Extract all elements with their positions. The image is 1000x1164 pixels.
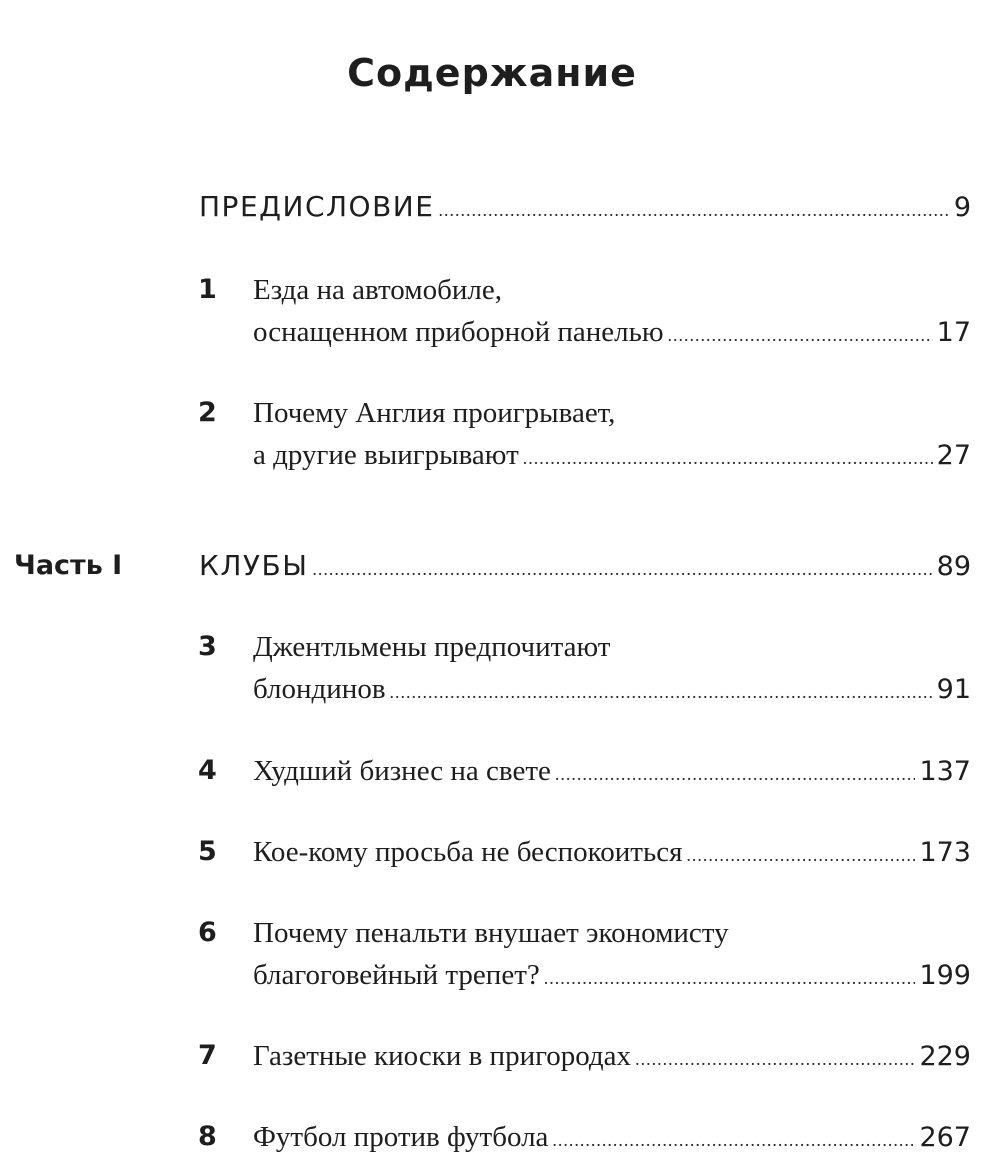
entry-title: Почему пенальти внушает экономисту: [253, 917, 729, 949]
entry-title-line: [253, 311, 971, 353]
toc-chapter-entry: [0, 912, 1000, 996]
entry-title: Газетные киоски в пригородах: [253, 1040, 632, 1072]
entry-title: ПРЕДИСЛОВИЕ: [199, 190, 435, 223]
entry-title: Езда на автомобиле,: [253, 274, 502, 306]
dot-leader: [390, 671, 933, 713]
entry-title: блондинов: [253, 673, 386, 705]
toc-chapter-entry: [0, 626, 1000, 710]
chapter-number: 6: [198, 917, 217, 948]
entry-title-line: [253, 1116, 971, 1158]
chapter-number: 4: [198, 755, 217, 786]
toc-chapter-entry: [0, 831, 1000, 873]
page-number: 27: [936, 440, 971, 471]
chapter-number: 5: [198, 836, 217, 867]
entry-title: оснащенном приборной панелью: [253, 316, 664, 348]
entry-title: Почему Англия проигрывает,: [253, 397, 616, 429]
toc-chapter-entry: [0, 1035, 1000, 1077]
dot-leader: [686, 834, 915, 876]
entry-title-line: [253, 434, 971, 476]
entry-title-line: [253, 831, 971, 873]
entry-title: Футбол против футбола: [253, 1121, 549, 1153]
entry-title: благоговейный трепет?: [253, 959, 540, 991]
entry-title-line: [199, 545, 971, 587]
chapter-number: 8: [198, 1121, 217, 1152]
entry-title-line: [199, 186, 971, 228]
page-number: 91: [936, 674, 971, 705]
page-number: 199: [919, 960, 971, 991]
dot-leader: [544, 957, 916, 999]
page-number: 89: [936, 551, 971, 582]
toc-chapter-entry: [0, 392, 1000, 476]
dot-leader: [523, 437, 933, 479]
page-number: 137: [919, 756, 971, 787]
dot-leader: [438, 189, 949, 231]
entry-title-line: [253, 954, 971, 996]
toc-section-entry: [0, 545, 1000, 587]
page-title: Содержание: [347, 51, 637, 96]
entry-title-line: [253, 392, 971, 434]
entry-title-line: [253, 912, 971, 954]
entry-title: Худший бизнес на свете: [253, 755, 551, 787]
toc-chapter-entry: [0, 750, 1000, 792]
page-number: 267: [919, 1122, 971, 1153]
dot-leader: [552, 1119, 915, 1161]
toc-section-entry: [0, 186, 1000, 228]
entry-title: Кое-кому просьба не беспокоиться: [253, 836, 683, 868]
toc-chapter-entry: [0, 269, 1000, 353]
entry-title: КЛУБЫ: [199, 549, 309, 582]
entry-title: а другие выигрывают: [253, 439, 519, 471]
dot-leader: [635, 1038, 915, 1080]
entry-title-line: [253, 269, 971, 311]
entry-title-line: [253, 1035, 971, 1077]
chapter-number: 3: [198, 631, 217, 662]
dot-leader: [668, 314, 933, 356]
page-number: 9: [953, 192, 971, 223]
dot-leader: [312, 548, 932, 590]
toc-chapter-entry: [0, 1116, 1000, 1158]
entry-title-line: [253, 668, 971, 710]
page-number: 17: [936, 317, 971, 348]
entry-title-line: [253, 626, 971, 668]
page-number: 229: [919, 1041, 971, 1072]
entry-title-line: [253, 750, 971, 792]
part-label: Часть I: [14, 550, 123, 581]
chapter-number: 1: [198, 274, 217, 305]
entry-title: Джентльмены предпочитают: [253, 631, 611, 663]
chapter-number: 2: [198, 397, 217, 428]
dot-leader: [555, 753, 916, 795]
page-number: 173: [919, 837, 971, 868]
chapter-number: 7: [198, 1040, 217, 1071]
